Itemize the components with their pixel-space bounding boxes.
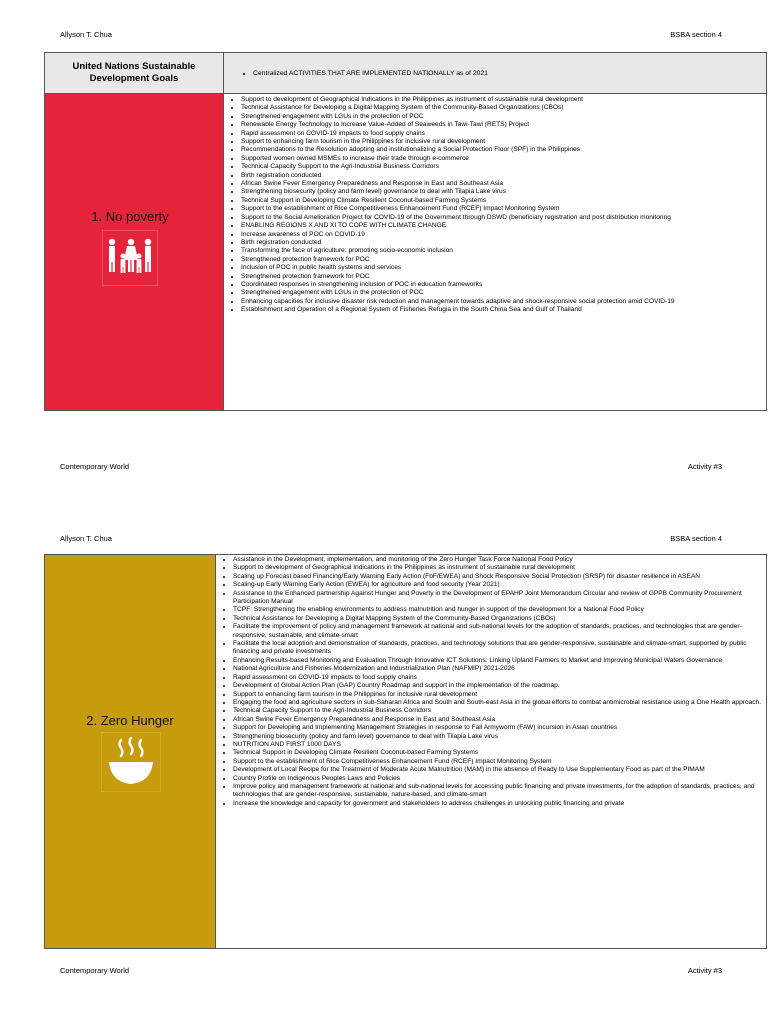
list-item: • Recommendations to the Resolution adopting and institutionalizing a Social Protection Floor (SPF) in the Philippines <box>241 146 762 154</box>
list-item: • Increase the knowledge and capacity for government and stakeholders to address challenges in unlocking public financing and private <box>233 800 762 808</box>
list-item: • Establishment and Operation of a Regional System of Fisheries Refugia in the South China Sea and Gulf of Thailand <box>241 306 762 314</box>
activities-cell-1 <box>224 94 767 411</box>
column-header-goals: United Nations Sustainable Development Goals <box>45 53 224 94</box>
list-item: • Support to enhancing farm tourism in the Philippines for inclusive rural development <box>233 691 762 699</box>
bowl-icon <box>101 732 161 797</box>
list-item: • Renewable Energy Technology to Increase Value-Added of Seaweeds in Tawi-Tawi (RETS) Project <box>241 121 762 129</box>
list-item: • Technical Assistance for Developing a Digital Mapping System of the Community-Based Organizations (CBOs) <box>233 615 762 623</box>
list-item: • Technical Support in Developing Climate Resilient Coconut-based Farming Systems <box>241 197 762 205</box>
list-item: • Rapid assessment on COVID-19 impacts to food supply chains <box>233 674 762 682</box>
list-item: • Support to development of Geographical Indications in the Philippines as instrument of sustainable rural development <box>233 564 762 572</box>
list-item: • Transforming the face of agriculture: promoting socio-economic inclusion <box>241 247 762 255</box>
list-item: • ENABLING REGIONS X AND XI TO COPE WITH CLIMATE CHANGE <box>241 222 762 230</box>
activities-list-1 <box>224 96 766 315</box>
list-item: • Support to development of Geographical Indications in the Philippines as instrument of sustainable rural development <box>241 96 762 104</box>
author-name: Allyson T. Chua <box>60 534 112 543</box>
list-item: • Technical Capacity Support to the Agri-Industrial Business Corridors <box>233 707 762 715</box>
list-item: • Supported women owned MSMEs to increase their trade through e-commerce <box>241 155 762 163</box>
table-header-row <box>45 53 767 94</box>
list-item: • NUTRITION AND FIRST 1000 DAYS <box>233 741 762 749</box>
list-item: • Support to the establishment of Rice Competitiveness Enhancement Fund (RCEF) Impact Monitoring System <box>233 758 762 766</box>
list-item: • African Swine Fever Emergency Preparedness and Response in East and Southeast Asia <box>233 716 762 724</box>
list-item: • Technical Capacity Support to the Agri-Industrial Business Corridors <box>241 163 762 171</box>
list-item: • Support to enhancing farm tourism in the Philippines for inclusive rural development <box>241 138 762 146</box>
list-item: • Inclusion of POC in public health systems and services <box>241 264 762 272</box>
goal-row-zero-hunger <box>45 555 767 949</box>
author-name: Allyson T. Chua <box>60 30 112 39</box>
list-item: • Scaling-up Early Warning Early Action (EWEA) for agriculture and food security (Year 2021) <box>233 581 762 589</box>
sdg-table-1 <box>44 52 767 411</box>
list-item: • National Agriculture and Fisheries Modernization and Industrialization Plan (NAFMIP) 2021-2026 <box>233 665 762 673</box>
list-item: • Rapid assessment on COVID-19 impacts to food supply chains <box>241 130 762 138</box>
list-item: • Support to the establishment of Rice Competitiveness Enhancement Fund (RCEF) Impact Monitoring System <box>241 205 762 213</box>
goal-row-no-poverty <box>45 94 767 411</box>
sdg-table-2 <box>44 554 767 949</box>
list-item: • Facilitate the improvement of policy and management framework at national and sub-national levels for the adoption of standards, practices, and technologies that are gender-responsive, sustainable, and climate-smart <box>233 623 762 640</box>
activities-list-2 <box>216 556 766 808</box>
list-item: • Improve policy and management framework at national and sub-national levels for accessing public financing and private investments, for the adoption of standards, practices, and technologies that are gender-responsive, sustainable, nature-based, and climate-smart <box>233 783 762 800</box>
column-header-activities <box>224 53 767 94</box>
list-item: • Enhancing Results-based Monitoring and Evaluation Through Innovative ICT Solutions: Linking Upland Farmers to Market and Improving Municipal Waters Governance <box>233 657 762 665</box>
section-label: BSBA section 4 <box>670 30 722 39</box>
list-item: • Development of Global Action Plan (GAP) Country Roadmap and support in the implementation of the roadmap. <box>233 682 762 690</box>
list-item: • Birth registration conducted <box>241 239 762 247</box>
list-item: • Coordinated responses in strengthening inclusion of POC in education frameworks <box>241 281 762 289</box>
goal-title: 2. Zero Hunger <box>86 713 174 728</box>
list-item: • Engaging the food and agriculture sectors in sub-Saharan Africa and South and South-east Asia in the global efforts to combat antimicrobial resistance using a One Health approach. <box>233 699 762 707</box>
goal-title: 1. No poverty <box>91 209 169 224</box>
list-item: • Facilitate the local adoption and demonstration of standards, practices, and technology solutions that are gender-responsive, sustainable and climate-smart, supported by public financing and private investments <box>233 640 762 657</box>
list-item: • Scaling up Forecast based Financing/Early Warning Early Action (FbF/EWEA) and Shock Responsive Social Protection (SRSP) for disaster resilience in ASEAN <box>233 573 762 581</box>
family-icon <box>102 230 158 291</box>
list-item: • Increase awareness of POC on COVID-19 <box>241 231 762 239</box>
list-item: • Strengthened engagement with LGUs in the protection of POC <box>241 289 762 297</box>
list-item: • African Swine Fever Emergency Preparedness and Response in East and Southeast Asia <box>241 180 762 188</box>
list-item: • Strengthening biosecurity (policy and farm level) governance to deal with Tilapia Lake virus <box>241 188 762 196</box>
list-item: • Strengthened engagement with LGUs in the protection of POC <box>241 113 762 121</box>
list-item: • Strengthened protection framework for POC <box>241 256 762 264</box>
list-item: • Strengthened protection framework for POC <box>241 273 762 281</box>
list-item: • Assistance to the Enhanced partnership Against Hunger and Poverty in the Development of EPAHP Joint Memorandum Circular and review of GPPB Community Procurement Participation Manual <box>233 590 762 607</box>
activities-cell-2 <box>216 555 767 949</box>
goal-cell-zero-hunger <box>45 555 216 949</box>
list-item: • Country Profile on Indigenous Peoples Laws and Policies <box>233 775 762 783</box>
goal-cell-no-poverty <box>45 94 224 411</box>
list-item: • Support for Developing and Implementing Management Strategies in response to Fall Armyworm (FAW) incursion in Asian countries <box>233 724 762 732</box>
list-item: • Strengthening biosecurity (policy and farm level) governance to deal with Tilapia Lake virus <box>233 733 762 741</box>
list-item: • Enhancing capacities for inclusive disaster risk reduction and management towards adaptive and shock-responsive social protection amid COVID-19 <box>241 298 762 306</box>
course-label: Contemporary World <box>60 462 130 471</box>
list-item: • Birth registration conducted <box>241 172 762 180</box>
section-label: BSBA section 4 <box>670 534 722 543</box>
activity-label: Activity #3 <box>687 462 722 471</box>
list-item: • TCPF: Strengthening the enabling environments to address malnutrition and hunger in support of the development for a National Food Policy <box>233 606 762 614</box>
list-item: • Assistance in the Development, implementation, and monitoring of the Zero Hunger Task Force National Food Policy <box>233 556 762 564</box>
list-item: • Support to the Social Amelioration Project for COVID-19 of the Government through DSWD (beneficiary registration and post distribution monitoring <box>241 214 762 222</box>
list-item: • Technical Support in Developing Climate Resilient Coconut-based Farming Systems <box>233 749 762 757</box>
activities-description: • Centralized ACTIVITIES THAT ARE IMPLEMENTED NATIONALLY as of 2021 <box>253 70 766 77</box>
activity-label: Activity #3 <box>687 966 722 975</box>
list-item: • Development of Local Recipe for the Treatment of Moderate Acute Malnutrition (MAM) in the absence of Ready to Use Supplementary Food as part of the PIMAM <box>233 766 762 774</box>
list-item: • Technical Assistance for Developing a Digital Mapping System of the Community-Based Organizations (CBOs) <box>241 104 762 112</box>
course-label: Contemporary World <box>60 966 130 975</box>
